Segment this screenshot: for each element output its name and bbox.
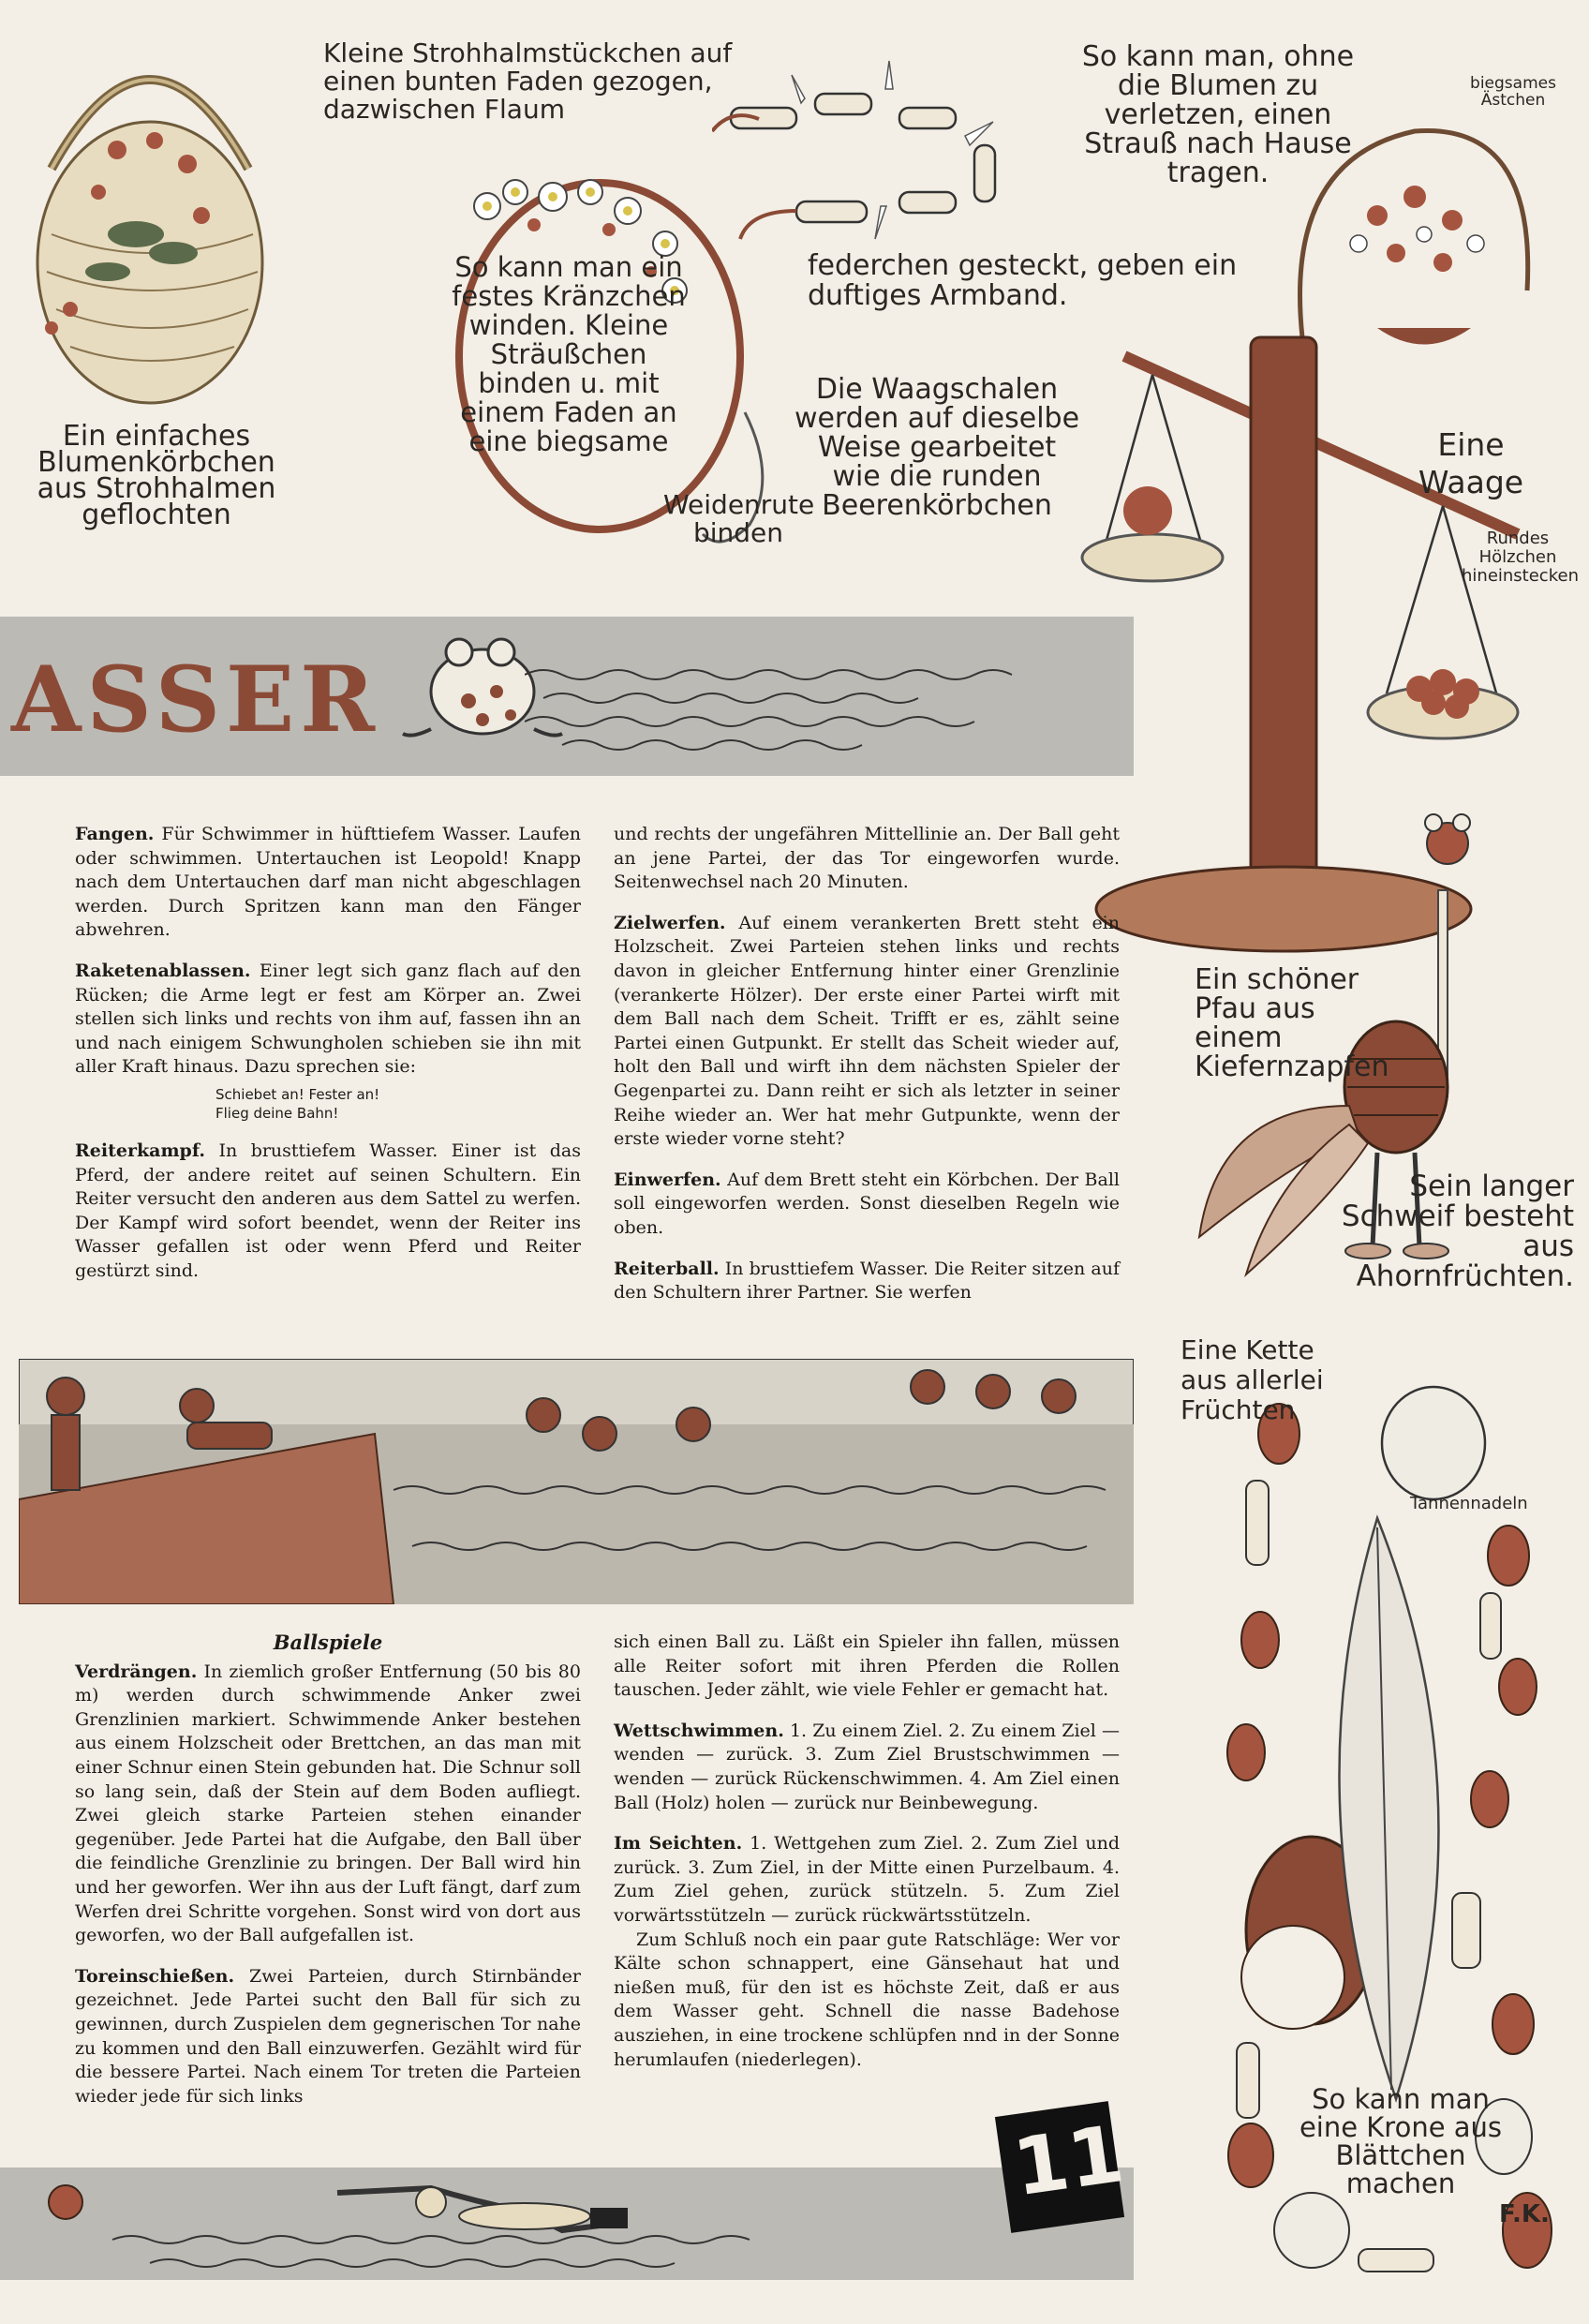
round-wood-label: Rundes Hölzchen hineinstecken [1462, 529, 1579, 586]
twig-label: biegsames Ästchen [1470, 74, 1556, 110]
swimmers-illustration [19, 1359, 1134, 1604]
paragraph-verdraengen: Verdrängen. In ziemlich großer Entfernung (50 bis 80 m) werden durch schwimmende Anker zwei Grenzlinien markiert. Schwimmende Anker bestehen aus einem Holzscheit oder Brettchen, an das man mit einer Schnur einen Stein gebunden hat. Die Schnur soll so lang sein, daß der Stein auf dem Boden aufliegt. Zwei gleich starke Parteien stehen einander gegenüber. Jede Partei hat die Aufgabe, den Ball über die feindliche Grenzlinie zu bringen. Der Ball wird hin und her geworfen. Wer ihn aus der Luft fängt, darf zum Werfen drei Schritte vorgehen. Sonst wird von dort aus geworfen, wo der Ball aufgefallen ist. [75, 1661, 581, 1946]
verse: Schiebet an! Fester an! Flieg deine Bahn! [215, 1085, 380, 1122]
paragraph-seichten: Im Seichten. 1. Wettgehen zum Ziel. 2. Zum Ziel und zurück. 3. Zum Ziel, in der Mitte einen Purzelbaum. 4. Zum Ziel gehen, zurück stützeln. 5. Zum Ziel vorwärtsstützeln — zurück rückwärtsstützeln. [614, 1833, 1120, 1926]
basket-illustration [14, 28, 286, 422]
text-column-3 [75, 1631, 581, 2125]
needles-label: Tannennadeln [1410, 1494, 1528, 1513]
paragraph-zielwerfen: Zielwerfen. Auf einem verankerten Brett steht ein Holzscheit. Zwei Parteien stehen links und rechts davon in gleicher Entfernung hinter einer Grenzlinie (verankerte Hölzer). Der erste einer Partei wirft mit dem Ball nach dem Scheit. Trifft er es, zählt seine Partei einen Gutpunkt. Er stellt das Scheit wieder auf, holt den Ball und wirft ihn dem nächsten Spieler der Gegenpartei zu. Dann reiht er sich als letzter in seiner Reihe wieder an. Wer hat mehr Gutpunkte, wenn der erste wieder vorne steht? [614, 912, 1120, 1150]
paragraph-continued-2: sich einen Ball zu. Läßt ein Spieler ihn fallen, müssen alle Reiter sofort mit ihren Pferden die Rollen tauschen. Jeder zählt, wie viele Fehler er gemacht hat. [614, 1631, 1120, 1701]
wreath-caption: So kann man ein festes Kränzchen winden. Kleine Sträußchen binden u. mit einem Faden an eine biegsame [452, 251, 686, 457]
paragraph-wettschwimmen: Wettschwimmen. 1. Zu einem Ziel. 2. Zu einem Ziel — wenden — zurück. 3. Zum Ziel Brustschwimmen — wenden — zurück Rückenschwimmen. 4. Am Ziel einen Ball (Holz) holen — zurück nur Beinbewegung. [614, 1720, 1120, 1813]
paragraph-einwerfen: Einwerfen. Auf dem Brett steht ein Körbchen. Der Ball soll eingeworfen werden. Sonst dieselben Regeln wie oben. [614, 1169, 1120, 1238]
paragraph-continued: und rechts der ungefähren Mittellinie an. Der Ball geht an jene Partei, der das Tor eingeworfen wurde. Seitenwechsel nach 20 Minuten. [614, 824, 1120, 893]
paragraph-toreinschiessen: Toreinschießen. Zwei Parteien, durch Stirnbänder gezeichnet. Jede Partei sucht den Ball für sich zu gewinnen, durch Zuspielen dem gegnerischen Tor nahe zu kommen und den Ball einzuwerfen. Gezählt wird für die bessere Partei. Nach einem Tor treten die Parteien wieder jede für sich links [75, 1965, 581, 2107]
bouquet-caption: So kann man, ohne die Blumen zu verletzen, einen Strauß nach Hause tragen. [1081, 40, 1355, 189]
banner-title: ASSER [11, 647, 380, 752]
paragraph-raketen: Raketenablassen. Einer legt sich ganz flach auf den Rücken; die Arme legt er fest am Körper an. Zwei stellen sich links und rechts von ihm auf, fassen ihn an und nach einigem Schwungholen schieben sie ihn mit aller Kraft hinaus. Dazu sprechen sie: [75, 960, 581, 1078]
artist-signature: F.K. [1499, 2200, 1550, 2228]
scales-caption: Die Waagschalen werden auf dieselbe Weise gearbeitet wie die runden Beerenkörbchen [794, 373, 1080, 522]
swimmer-footer-illustration [37, 2174, 787, 2277]
paragraph-advice: Zum Schluß noch ein paar gute Ratschläge: Wer vor Kälte schon schnappert, eine Gänsehaut hat und nießen muß, für den ist es höchste Zeit, daß er aus dem Wasser geht. Schnell die nasse Badehose ausziehen, in eine trockene schlüpfen nnd in der Sonne herumlaufen (niederlegen). [614, 1929, 1120, 2070]
text-column-2 [614, 823, 1120, 1322]
peacock-caption: Ein schöner Pfau aus einem Kiefernzapfen [1195, 963, 1389, 1083]
page-number: 11 [1007, 2108, 1130, 2214]
chain-caption: Eine Kette aus allerlei Früchten [1181, 1334, 1324, 1425]
text-column-1 [75, 823, 581, 1301]
basket-caption: Ein einfaches Blumenkörbchen aus Strohhalmen geflochten [37, 420, 276, 531]
paragraph-reiterball: Reiterball. In brusttiefem Wasser. Die Reiter sitzen auf den Schultern ihrer Partner. Sie werfen [614, 1258, 1120, 1304]
paragraph-reiterkampf: Reiterkampf. In brusttiefem Wasser. Einer ist das Pferd, der andere reitet auf seinen Schultern. Ein Reiter versucht den anderen aus dem Sattel zu werfen. Der Kampf wird sofort beendet, wenn der Reiter ins Wasser gefallen ist oder wenn Pferd und Reiter gestürzt sind. [75, 1140, 581, 1281]
paragraph-fangen: Fangen. Für Schwimmer in hüfttiefem Wasser. Laufen oder schwimmen. Untertauchen ist Leopold! Knapp nach dem Untertauchen darf man nicht abgeschlagen werden. Durch Spritzen kann man den Fänger abwehren. [75, 824, 581, 941]
section-heading-ballspiele: Ballspiele [273, 1631, 383, 1654]
balance-caption: Eine Waage [1418, 426, 1524, 500]
wreath-caption-tail: Weidenrute binden [663, 489, 815, 548]
crown-caption: So kann man eine Krone aus Blättchen machen [1299, 2083, 1503, 2199]
bracelet-caption: federchen gesteckt, geben ein duftiges Armband. [808, 249, 1238, 312]
water-waves [525, 656, 1124, 759]
text-column-4 [614, 1631, 1120, 2089]
tail-caption: Sein langer Schweif besteht aus Ahornfrüchten. [1341, 1169, 1574, 1293]
straws-caption: Kleine Strohhalmstückchen auf einen bunten Faden gezogen, dazwischen Flaum [323, 37, 733, 125]
